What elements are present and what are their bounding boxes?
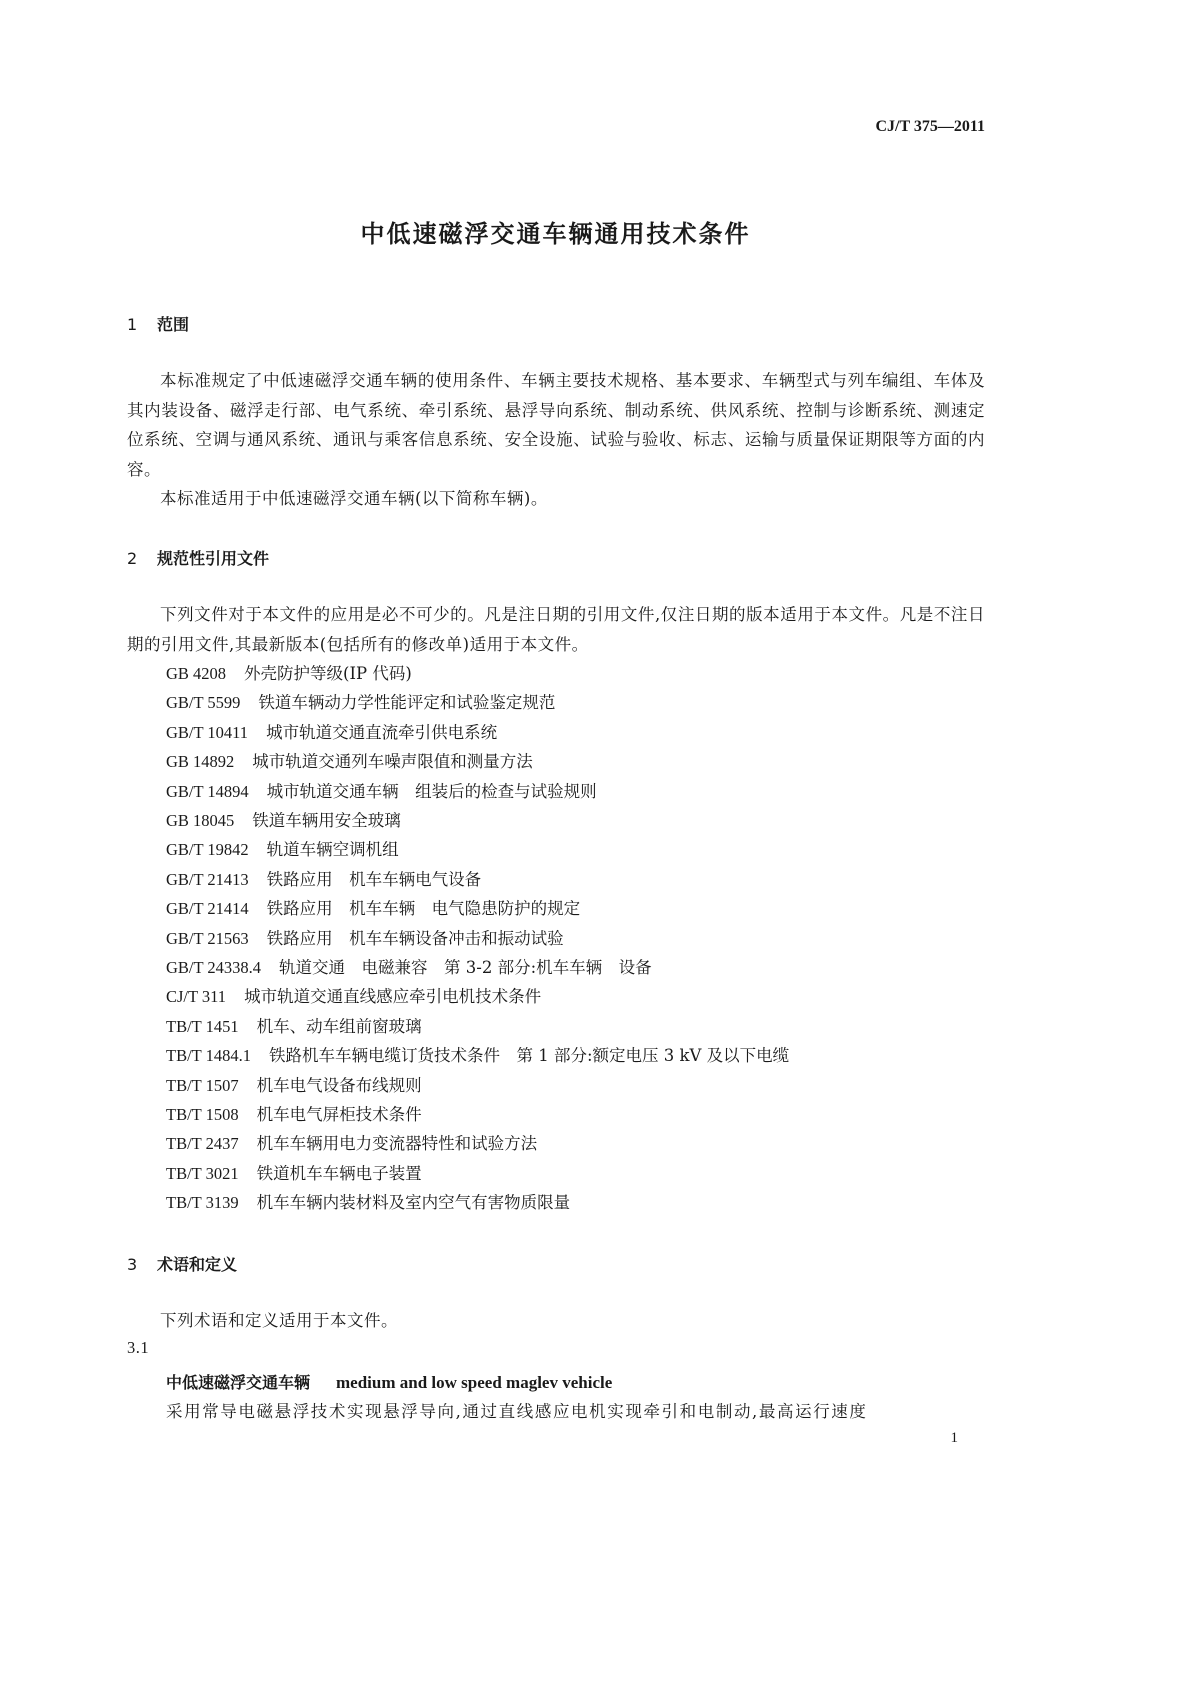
page-number: 1 <box>950 1430 958 1446</box>
reference-item <box>166 778 597 802</box>
reference-title: 外壳防护等级(IP 代码) <box>244 664 412 683</box>
reference-item <box>166 866 481 890</box>
reference-code: TB/T 2437 <box>166 1134 239 1154</box>
reference-title: 铁路应用 机车车辆电气设备 <box>266 869 482 889</box>
reference-title: 机车电气设备布线规则 <box>256 1075 422 1095</box>
reference-title: 铁道车辆用安全玻璃 <box>252 811 401 830</box>
reference-item <box>166 925 564 949</box>
reference-code: GB/T 14894 <box>166 781 249 801</box>
reference-code: GB/T 21414 <box>166 899 249 919</box>
reference-code: GB/T 5599 <box>166 693 241 713</box>
reference-item <box>166 1013 422 1037</box>
reference-item <box>166 1130 537 1154</box>
reference-item <box>166 689 555 713</box>
section-1-heading <box>127 312 189 335</box>
reference-item <box>166 836 399 860</box>
reference-item <box>166 954 652 978</box>
reference-item <box>166 1101 422 1125</box>
reference-title: 铁路应用 机车车辆设备冲击和振动试验 <box>266 928 564 948</box>
reference-title: 城市轨道交通直流牵引供电系统 <box>266 722 498 742</box>
section-title: 术语和定义 <box>157 1255 238 1274</box>
section-number: 2 <box>127 549 138 568</box>
section-3-heading <box>127 1252 237 1275</box>
term-definition: 采用常导电磁悬浮技术实现悬浮导向,通过直线感应电机实现牵引和电制动,最高运行速度 <box>166 1402 868 1421</box>
references-intro: 下列文件对于本文件的应用是必不可少的。凡是注日期的引用文件,仅注日期的版本适用于本文件。凡是不注日期的引用文件,其最新版本(包括所有的修改单)适用于本文件。 <box>127 605 985 654</box>
reference-code: GB 4208 <box>166 664 227 683</box>
reference-code: GB/T 19842 <box>166 840 249 860</box>
section-number: 1 <box>127 315 138 334</box>
reference-title: 城市轨道交通列车噪声限值和测量方法 <box>252 752 533 772</box>
reference-code: TB/T 3021 <box>166 1163 239 1183</box>
reference-title: 机车、动车组前窗玻璃 <box>256 1016 422 1036</box>
reference-code: TB/T 1508 <box>166 1105 239 1124</box>
reference-title: 城市轨道交通直线感应牵引电机技术条件 <box>244 987 542 1007</box>
standard-number: CJ/T 375—2011 <box>875 118 985 135</box>
reference-item <box>166 1042 789 1066</box>
reference-item <box>166 895 580 919</box>
reference-code: GB/T 21413 <box>166 869 249 889</box>
section-number: 3 <box>127 1255 138 1274</box>
section-title: 范围 <box>157 315 190 334</box>
reference-item <box>166 1160 422 1184</box>
reference-code: GB/T 24338.4 <box>166 958 262 977</box>
reference-code: TB/T 3139 <box>166 1193 239 1213</box>
reference-code: GB/T 21563 <box>166 928 249 948</box>
reference-item <box>166 1072 422 1096</box>
reference-title: 城市轨道交通车辆 组装后的检查与试验规则 <box>266 781 597 801</box>
reference-item <box>166 807 401 831</box>
reference-title: 铁路机车车辆电缆订货技术条件 第 1 部分:额定电压 3 kV 及以下电缆 <box>268 1046 790 1066</box>
reference-code: CJ/T 311 <box>166 987 227 1007</box>
clause-number: 3.1 <box>127 1338 150 1357</box>
reference-title: 轨道车辆空调机组 <box>266 840 399 860</box>
reference-item <box>166 719 497 743</box>
section-2-heading <box>127 546 269 569</box>
terms-intro: 下列术语和定义适用于本文件。 <box>160 1311 398 1330</box>
term-heading <box>166 1370 612 1393</box>
reference-title: 轨道交通 电磁兼容 第 3-2 部分:机车车辆 设备 <box>279 958 652 977</box>
reference-item <box>166 1189 570 1213</box>
reference-code: GB/T 10411 <box>166 722 249 742</box>
reference-code: TB/T 1451 <box>166 1016 239 1036</box>
term-chinese: 中低速磁浮交通车辆 <box>166 1373 311 1392</box>
term-english: medium and low speed maglev vehicle <box>336 1373 613 1392</box>
scope-paragraph: 本标准规定了中低速磁浮交通车辆的使用条件、车辆主要技术规格、基本要求、车辆型式与列车编组、车体及其内装设备、磁浮走行部、电气系统、牵引系统、悬浮导向系统、制动系统、供风系统、控制与诊断系统、测速定位系统、空调与通风系统、通讯与乘客信息系统、安全设施、试验与验收、标志、运输与质量保证期限等方面的内容。 <box>127 371 985 479</box>
reference-code: GB 18045 <box>166 811 235 830</box>
reference-item <box>166 660 412 684</box>
reference-title: 铁道车辆动力学性能评定和试验鉴定规范 <box>258 693 556 713</box>
reference-title: 机车车辆用电力变流器特性和试验方法 <box>256 1134 538 1154</box>
reference-item <box>166 983 541 1007</box>
reference-title: 铁路应用 机车车辆 电气隐患防护的规定 <box>266 899 581 919</box>
document-title: 中低速磁浮交通车辆通用技术条件 <box>360 220 751 248</box>
reference-title: 铁道机车车辆电子装置 <box>256 1163 422 1183</box>
section-title: 规范性引用文件 <box>157 549 270 568</box>
scope-applicability: 本标准适用于中低速磁浮交通车辆(以下简称车辆)。 <box>160 489 548 508</box>
reference-code: TB/T 1484.1 <box>166 1046 251 1066</box>
reference-title: 机车电气屏柜技术条件 <box>256 1105 422 1124</box>
reference-item <box>166 748 533 772</box>
reference-title: 机车车辆内装材料及室内空气有害物质限量 <box>256 1193 571 1213</box>
reference-code: TB/T 1507 <box>166 1075 239 1095</box>
reference-code: GB 14892 <box>166 752 235 772</box>
